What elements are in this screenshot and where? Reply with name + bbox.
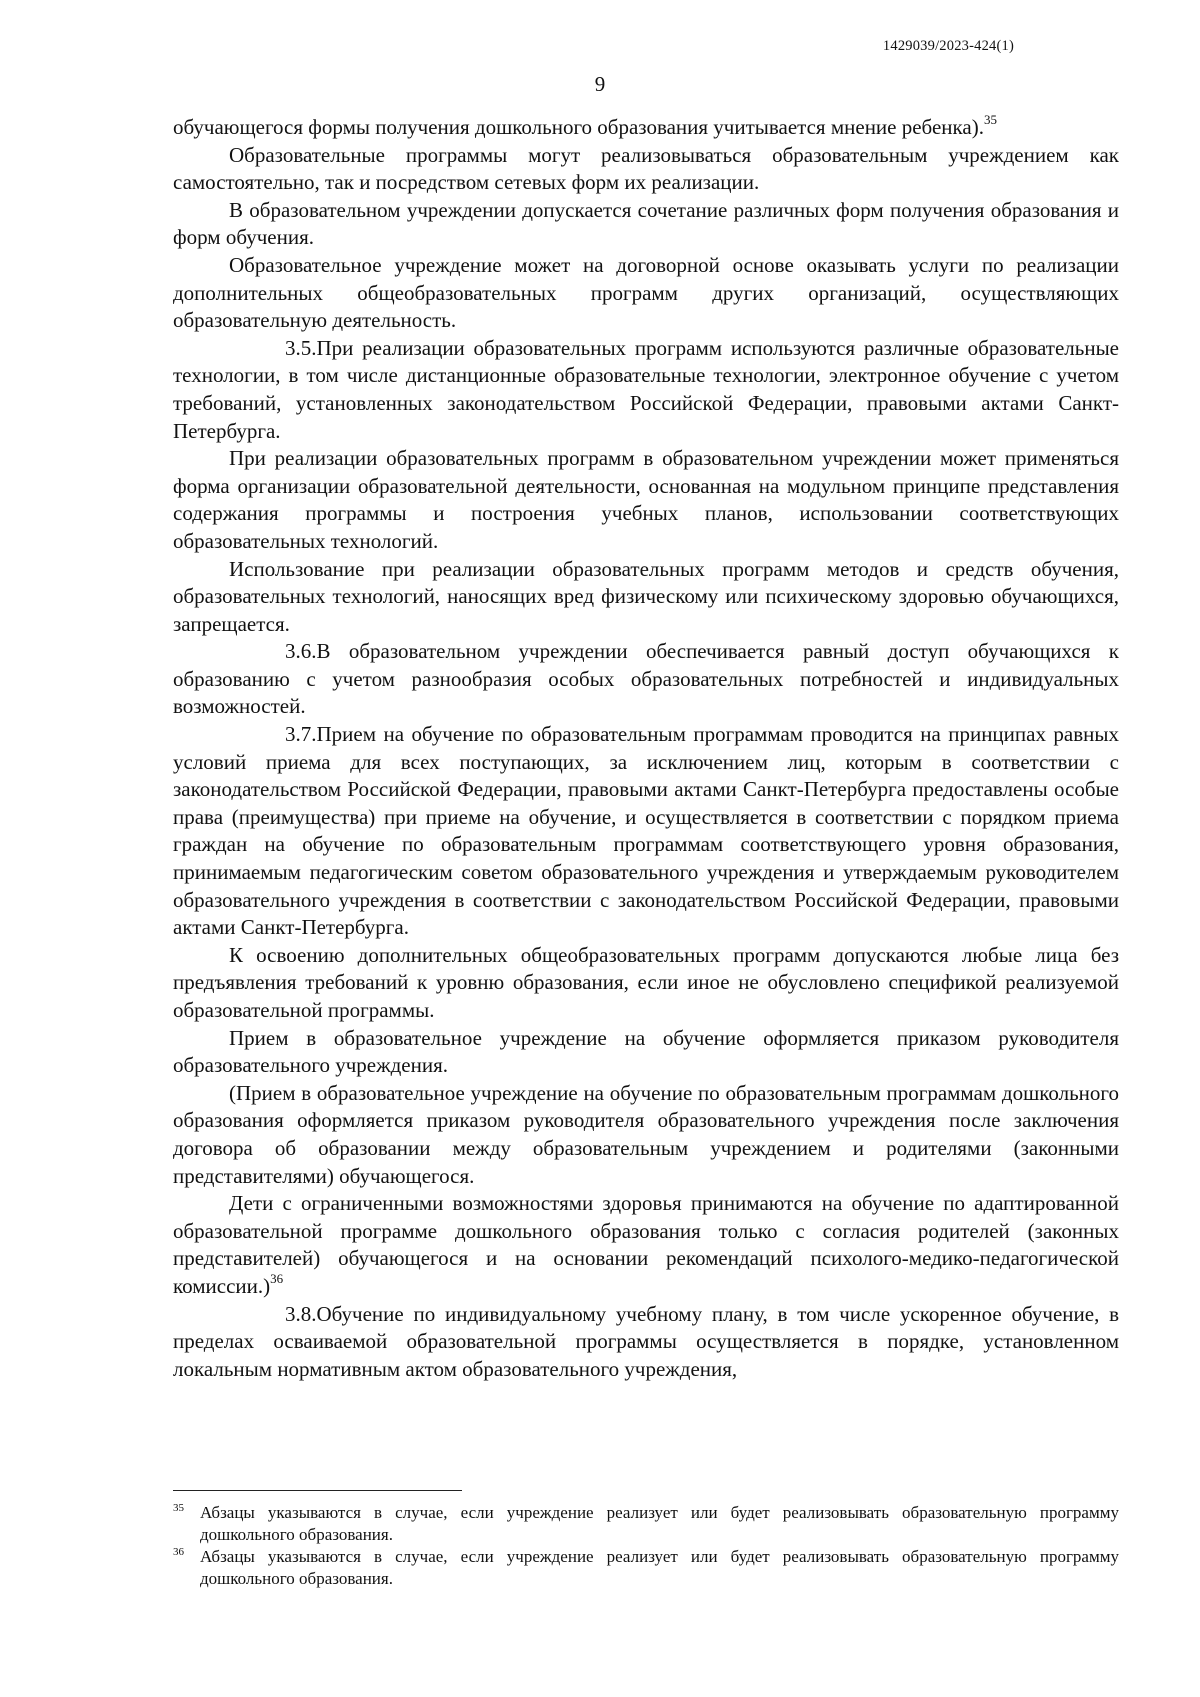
paragraph-text: обучающегося формы получения дошкольного образования учитывается мнение ребенка). — [173, 115, 984, 139]
clause-number: 3.5. — [285, 335, 317, 360]
clause-3-8 — [173, 1301, 1119, 1384]
footnote — [173, 1546, 1119, 1589]
document-body — [173, 114, 1119, 1383]
footnote-mark: 36 — [173, 1546, 184, 1558]
clause-number: 3.8. — [285, 1301, 317, 1326]
paragraph — [173, 114, 1119, 142]
paragraph: К освоению дополнительных общеобразовательных программ допускаются любые лица без предъявления требований к уровню образования, если иное не обусловлено спецификой реализуемой образовательной программы. — [173, 942, 1119, 1022]
clause-text: Обучение по индивидуальному учебному плану, в том числе ускоренное обучение, в пределах осваиваемой образовательной программы осуществляется в порядке, установленном локальным нормативным актом образовательного учреждения, — [173, 1301, 1119, 1381]
clause-text: При реализации образовательных программ используются различные образовательные технологии, в том числе дистанционные образовательные технологии, электронное обучение с учетом требований, установленных законодательством Российской Федерации, правовыми актами Санкт-Петербурга. — [173, 335, 1119, 443]
paragraph: Образовательные программы могут реализовываться образовательным учреждением как самостоятельно, так и посредством сетевых форм их реализации. — [173, 142, 1119, 195]
clause-3-5 — [173, 335, 1119, 445]
paragraph: Образовательное учреждение может на договорной основе оказывать услуги по реализации дополнительных общеобразовательных программ других организаций, осуществляющих образовательную деятельность. — [173, 252, 1119, 333]
document-id: 1429039/2023-424(1) — [882, 38, 1014, 54]
paragraph: (Прием в образовательное учреждение на обучение по образовательным программам дошкольного образования оформляется приказом руководителя образовательного учреждения после заключения договора об образовании между образовательным учреждением и родителями (законными представителями) обучающегося. — [173, 1080, 1119, 1188]
footnote-text: Абзацы указываются в случае, если учреждение реализует или будет реализовывать образовательную программу дошкольного образования. — [200, 1503, 1119, 1544]
footnote-mark: 35 — [173, 1502, 184, 1514]
paragraph: При реализации образовательных программ в образовательном учреждении может применяться форма организации образовательной деятельности, основанная на модульном принципе представления содержания программы и построения учебных планов, использовании соответствующих образовательных технологий. — [173, 446, 1119, 553]
footnote-ref: 35 — [983, 112, 997, 127]
footnote — [173, 1502, 1119, 1545]
paragraph-text: Дети с ограниченными возможностями здоровья принимаются на обучение по адаптированной образовательной программе дошкольного образования только с согласия родителей (законных представителей) обучающегося и на основании рекомендаций психолого-медико-педагогической комиссии.) — [173, 1191, 1119, 1298]
page-number: 9 — [594, 72, 606, 96]
clause-3-6 — [173, 638, 1119, 721]
clause-number: 3.7. — [285, 722, 317, 747]
paragraph: Использование при реализации образовательных программ методов и средств обучения, образовательных технологий, наносящих вред физическому или психическому здоровью обучающихся, запрещается. — [173, 556, 1119, 636]
paragraph: Прием в образовательное учреждение на обучение оформляется приказом руководителя образовательного учреждения. — [173, 1025, 1119, 1078]
footnote-separator — [173, 1490, 462, 1491]
clause-text: Прием на обучение по образовательным программам проводится на принципах равных условий приема для всех поступающих, за исключением лиц, которым в соответствии с законодательством Российской Федерации, правовыми актами Санкт-Петербурга предоставлены особые права (преимущества) при приеме на обучение, и осуществляется в соответствии с порядком приема граждан на обучение по образовательным программам соответствующего уровня образования, принимаемым педагогическим советом образовательного учреждения и утверждаемым руководителем образовательного учреждения в соответствии с законодательством Российской Федерации, правовыми актами Санкт-Петербурга. — [173, 722, 1119, 940]
footnote-ref: 36 — [270, 1270, 284, 1286]
paragraph: В образовательном учреждении допускается сочетание различных форм получения образования и форм обучения. — [173, 197, 1119, 250]
clause-number: 3.6. — [285, 639, 317, 664]
footnote-text: Абзацы указываются в случае, если учреждение реализует или будет реализовывать образовательную программу дошкольного образования. — [200, 1547, 1119, 1588]
paragraph — [173, 1190, 1119, 1300]
clause-text: В образовательном учреждении обеспечивается равный доступ обучающихся к образованию с учетом разнообразия особых образовательных потребностей и индивидуальных возможностей. — [173, 639, 1119, 719]
clause-3-7 — [173, 721, 1119, 942]
footnotes — [173, 1502, 1119, 1590]
